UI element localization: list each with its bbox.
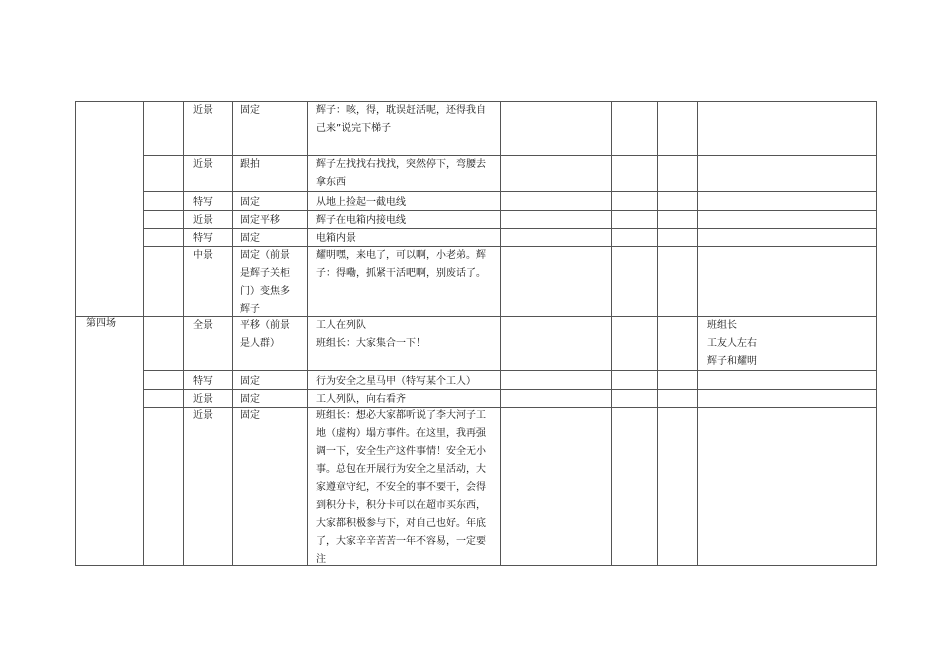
shot-size-cell: 近景 <box>193 105 213 116</box>
camera-move-cell: 跟拍 <box>240 159 260 170</box>
column-divider <box>500 101 501 566</box>
camera-move-cell: 平移（前景 是人群） <box>240 320 290 349</box>
shot-size-cell: 中景 <box>193 250 213 261</box>
content-cell: 耀明嘿，来电了，可以啊，小老弟。辉 子：得嘞，抓紧干活吧啊，别废话了。 <box>316 250 486 279</box>
column-divider <box>657 101 658 566</box>
column-divider <box>307 101 308 566</box>
content-cell: 工人在列队 班组长：大家集合一下！ <box>316 320 426 349</box>
camera-move-cell: 固定 <box>240 197 260 208</box>
shot-size-cell: 特写 <box>193 376 213 387</box>
shot-size-cell: 近景 <box>193 159 213 170</box>
shot-size-cell: 近景 <box>193 215 213 226</box>
camera-move-cell: 固定 <box>240 394 260 405</box>
camera-move-cell: 固定 <box>240 410 260 421</box>
shot-size-cell: 近景 <box>193 410 213 421</box>
camera-move-cell: 固定 <box>240 376 260 387</box>
content-cell: 电箱内景 <box>316 233 356 244</box>
camera-move-cell: 固定 <box>240 233 260 244</box>
content-cell: 班组长：想必大家都听说了李大河子工 地（虚构）塌方事件。在这里，我再强 调一下，安全生产这件事情！安全无小 事。总包在开展行为安全之星活动，大 家遵章守纪，不安全的事不要干，会得 到积分卡，积分卡可以在超市买东西， 大家都积极参与下，对自己也好。年底 了，大家辛辛苦苦一年不容易，一定要 注 <box>316 410 486 565</box>
camera-move-cell: 固定（前景 是辉子关柜 门）变焦多 辉子 <box>240 250 290 315</box>
shot-size-cell: 特写 <box>193 233 213 244</box>
column-divider <box>232 101 233 566</box>
column-divider <box>143 101 144 566</box>
camera-move-cell: 固定平移 <box>240 215 280 226</box>
cast-cell: 班组长 工友人左右 辉子和耀明 <box>707 320 757 367</box>
column-divider <box>75 101 76 566</box>
row-divider <box>143 191 876 192</box>
shot-size-cell: 特写 <box>193 197 213 208</box>
content-cell: 从地上捡起一截电线 <box>316 197 406 208</box>
table-border-right <box>876 101 877 566</box>
column-divider <box>611 101 612 566</box>
column-divider <box>697 101 698 566</box>
shot-size-cell: 近景 <box>193 394 213 405</box>
content-cell: 工人列队，向右看齐 <box>316 394 406 405</box>
content-cell: 辉子左找找右找找，突然停下，弯腰去 拿东西 <box>316 159 486 188</box>
column-divider <box>183 101 184 566</box>
scene-label: 第四场 <box>86 318 116 329</box>
content-cell: 行为安全之星马甲（特写某个工人） <box>316 376 476 387</box>
shot-size-cell: 全景 <box>193 320 213 331</box>
content-cell: 辉子在电箱内接电线 <box>316 215 406 226</box>
content-cell: 辉子：咳，得，耽误赶活呢，还得我自 己来”说完下梯子 <box>316 105 486 134</box>
camera-move-cell: 固定 <box>240 105 260 116</box>
